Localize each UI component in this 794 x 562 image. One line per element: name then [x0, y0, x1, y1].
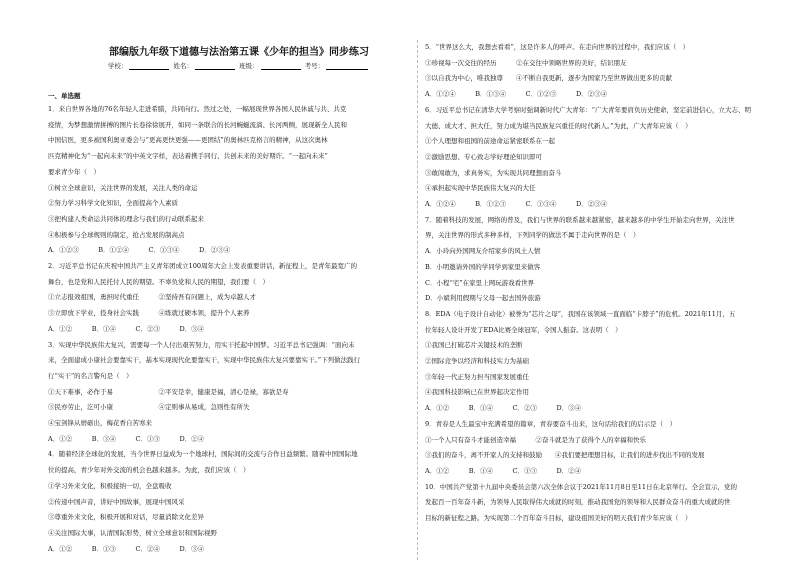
question-line: ①个人理想和祖国的前途命运紧密联系在一起 — [425, 137, 555, 146]
question-line: 10．中国共产党第十九届中央委员会第六次全体会议于2021年11月8日至11日在北京举行。全会宣示，党的 — [425, 482, 737, 491]
question-line: A．①② B．①③ C．②④ D．③④ — [48, 544, 205, 553]
question-line: 发起百一百年奋斗新，为领导人民取得伟大成就的时刻，推动我国党的领导和人民群众奋斗的重大成就的世 — [425, 498, 731, 507]
school-field[interactable] — [129, 63, 169, 70]
question-line: 位的提高，青少年对外交流的机会也越来越多。为此，我们应该（ ） — [48, 466, 250, 475]
question-line: ④积极参与全球规则的制定，抢占发展的制高点 — [48, 230, 185, 239]
question-line: ①树立全球意识，关注世界的发展，关注人类的命运 — [48, 183, 198, 192]
question-line: ②传递中国声音，讲好中国故事，展现中国风采 — [48, 497, 185, 506]
question-line: ①我国已打破芯片关键技术的垄断 — [425, 341, 523, 350]
question-line: ②努力学习科学文化知识，全面提高个人素质 — [48, 199, 178, 208]
question-line: 7．随着科技的发展，网络的普及，我们与世界的联系越来越紧密，越来越多的中学生开始走向世界，关注世 — [425, 215, 735, 224]
question-line: 疫情，为梦想激情拼搏的图片长卷徐徐展开，如同一条联合的长河蜿蜒流淌、长河两侧，展现新全人民和 — [48, 120, 347, 129]
student-info-line — [74, 61, 404, 70]
question-line: A．①② B．①④ C．②③ D．③④ — [48, 324, 205, 333]
question-line: ①立志报效祖国，勇担时代重任 ②坚持吾有问题上，成为卓越人才 — [48, 293, 256, 302]
question-line: ①一个人只有奋斗才能创造幸福 ②奋斗就是为了获得个人的幸福和快乐 — [425, 435, 646, 444]
question-line: ④关注国际大事，认清国际形势，树立全球意识和国际视野 — [48, 528, 217, 537]
question-line: ①珍视每一次交往的经历 ②在交往中领略世界的美好，结识朋友 — [425, 58, 627, 67]
question-line: 3．实现中华民族伟大复兴，需要每一个人付出艰苦努力，用实干托起中国梦。习近平总书记强调：“面向未 — [48, 340, 355, 349]
question-line: A．①②④ B．①③④ C．①②③ D．②③④ — [425, 90, 608, 99]
question-line: ③民亦劳止，汔可小康 ④定则事从易成，急则性有所失 — [48, 403, 250, 412]
question-line: ①学习外来文化，积极接纳一切，全盘吸收 — [48, 481, 172, 490]
question-line: 2．习近平总书记在庆祝中国共产主义青年团成立100周年大会上发表重要讲话，新征程上，是青年最宽广的 — [48, 262, 358, 270]
question-line: 来，全面建成小康社会要靠实干，基本实现现代化要靠实干，实现中华民族伟大复兴要靠实干。”下列做法践行 — [48, 356, 361, 365]
question-line: ③尊重外来文化，积极开展和对话，尽量消除文化差异 — [48, 513, 204, 522]
question-line: A．①② B．①④ C．②③ D．③④ — [425, 404, 582, 413]
question-line: 位年轻人设计开发了EDA比赛全球冠军，令国人振奋。这表明（ ） — [425, 325, 622, 334]
question-line: ③年轻一代正努力担当国家发展重任 — [425, 372, 529, 381]
question-line: 目标的新征程之路。为实现第二个百年奋斗目标，建设祖国美好的明天我们青少年应该（ ） — [425, 514, 692, 522]
question-line: ②激励思想、专心致志学好理论知识即可 — [425, 152, 542, 161]
question-line: ③立即放下学业，投身社会实践 ④练就过硬本领，提升个人素养 — [48, 309, 250, 318]
class-label: 班级： — [239, 62, 259, 70]
question-line: 9．青春是人生最宝中充满希望的篇章，青春要奋斗出来，这句话给我们的启示是（ ） — [425, 419, 677, 428]
question-line: ③把构建人类命运共同体的理念与我们的行动联系起来 — [48, 214, 204, 223]
question-line: 大德、成大才、担大任，努力成为堪当民族复兴重任的时代新人。”为此，广大青年应该（ ） — [425, 121, 692, 130]
question-line: 8．EDA（电子设计自动化）被誉为“芯片之母”，我国在该领域一直面临“卡脖子”的危机。2021年11月，五 — [425, 309, 736, 318]
name-field[interactable] — [195, 63, 235, 70]
question-line: 4．随着经济全球化的发展，当今世界日益成为一个地球村，国际间的交流与合作日益频繁。随着中国国际地 — [48, 450, 358, 459]
class-field[interactable] — [261, 63, 301, 70]
question-line: A．①②③ B．①②④ C．①③④ D．②③④ — [48, 246, 231, 255]
question-line: 5．“世界这么大，我想去看看”，这是许多人的呼声。在走向世界的过程中，我们应该（ ） — [425, 43, 690, 51]
school-label: 学校： — [107, 62, 128, 70]
exam-number-label: 考号： — [304, 62, 325, 70]
question-line: 匹克精神化为“一起向未来”的中英文字样，表达着携手同行、共创未来的美好期许。“一起向未来” — [48, 152, 328, 161]
name-label: 姓名： — [173, 62, 193, 70]
question-line: 舞台，也是党和人民托付人民的期望。不辜负党和人民的期望，我们要（ ） — [48, 277, 269, 286]
question-line: A．①② B．③④ C．①③ D．②④ — [48, 434, 205, 443]
question-line: B．小明邀请外国的学同学到家里来做客 — [425, 262, 541, 271]
question-line: 6．习近平总书记在清华大学考察时强调新时代广大青年：“广大青年要肩负历史使命，坚定前进信心，立大志、明 — [425, 105, 751, 114]
question-line: A．①② B．①④ C．①③ D．②④ — [425, 466, 582, 475]
question-line: D．小斌利用假期与父母一起去国外旅游 — [425, 294, 541, 303]
question-line: ③我们的奋斗，离不开家人的支持和鼓励 ④我们要把理想目标，让我们的进步找出不同的发展 — [425, 451, 705, 460]
exam-number-field[interactable] — [326, 63, 368, 70]
question-line: 要求青少年（ ） — [48, 167, 100, 176]
question-line: A．①②④ B．①②③ C．①③④ D．②③④ — [425, 200, 608, 208]
question-line: ③以自我为中心，唯我独尊 ④不断自我更新，逐步为国家乃至世界做出更多的贡献 — [425, 74, 672, 83]
question-line: A．小玲向外国网友介绍家乡的风土人情 — [425, 247, 541, 256]
question-line: ④承担起实现中华民族伟大复兴的大任 — [425, 184, 536, 193]
question-line: 界，关注世界的形式多种多样，下列同学的做法不属于走向世界的是（ ） — [425, 231, 640, 240]
question-line: ③敢闯敢为，求真务实，为实现共同理想而奋斗 — [425, 168, 562, 177]
question-line: ④我国科技影响已在世界起决定作用 — [425, 388, 529, 397]
question-line: 行“实干”的名言警句是（ ） — [48, 371, 133, 380]
section-heading: 一、单选题 — [48, 92, 81, 100]
question-line: 中国信医，更多被国利奥亚委会与“更高更快更强——更团结”的奥林匹克格言的精神，从这次奥林 — [48, 136, 328, 145]
question-line: 1．来自世界各地的76名年轻人走进希腊，共同向行。然过之处，一幅展现世界各国人民休戚与共、共克 — [48, 105, 347, 113]
question-line: ②国际竞争以经济和科技实力为基础 — [425, 357, 529, 365]
question-line: C．小程“宅”在家里上网玩游戏看世界 — [425, 278, 535, 287]
question-line: ①天下难事，必作于易 ②平安是幸，健康是福，清心是禄，寡欲是寿 — [48, 387, 289, 396]
question-line: ④宝剑锋从磨砺出，梅花香自苦寒来 — [48, 419, 152, 427]
column-divider — [417, 40, 418, 560]
document-title: 部编版九年级下道德与法治第五课《少年的担当》同步练习 — [109, 47, 369, 58]
